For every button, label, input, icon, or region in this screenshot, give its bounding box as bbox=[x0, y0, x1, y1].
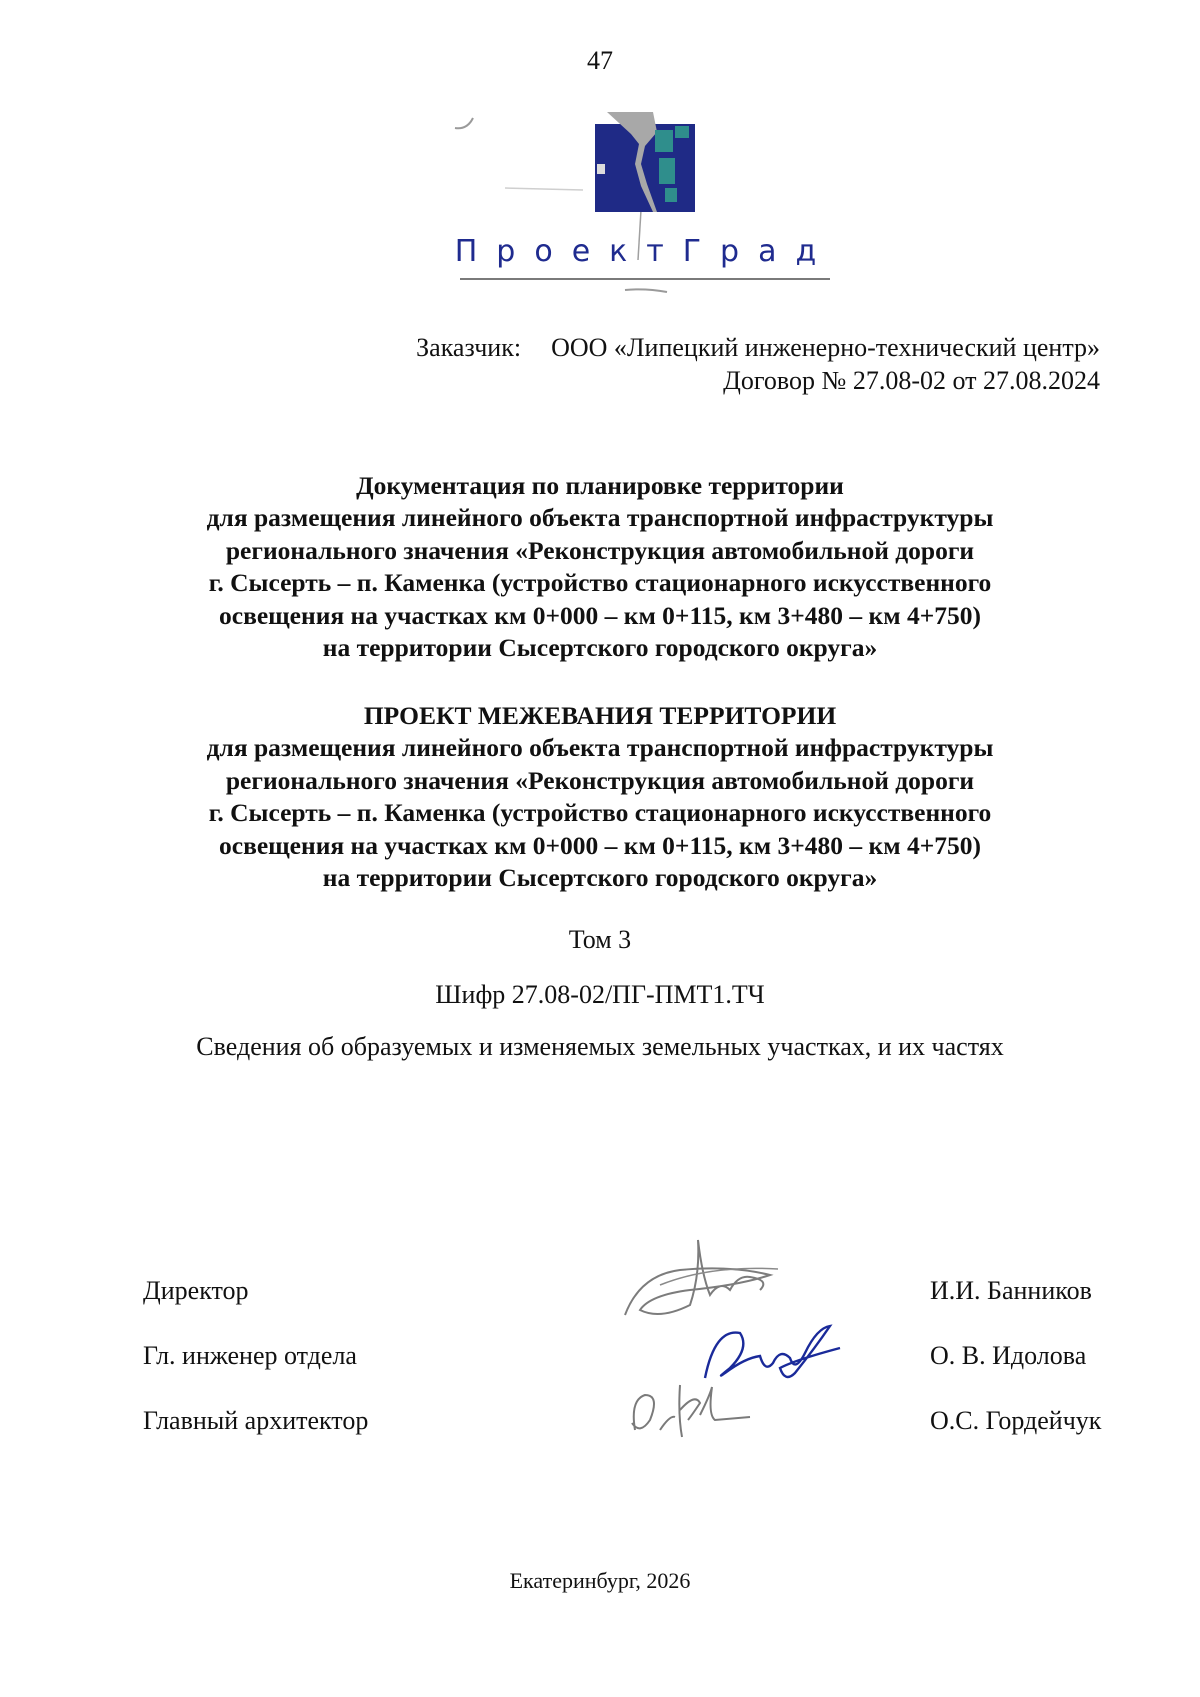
contract-info: Договор № 27.08-02 от 27.08.2024 bbox=[723, 366, 1100, 395]
signatory-name: И.И. Банников bbox=[930, 1276, 1092, 1305]
title-line: г. Сысерть – п. Каменка (устройство стационарного искусственного bbox=[208, 798, 992, 828]
document-description: Сведения об образуемых и изменяемых земельных участках, и их частях bbox=[196, 1032, 1004, 1061]
signatory-name: О.С. Гордейчук bbox=[930, 1406, 1102, 1435]
title-line: для размещения линейного объекта транспортной инфраструктуры bbox=[206, 503, 994, 533]
signatory-role: Гл. инженер отдела bbox=[143, 1341, 357, 1370]
document-code: Шифр 27.08-02/ПГ-ПМТ1.ТЧ bbox=[435, 980, 765, 1009]
title-line: освещения на участках км 0+000 – км 0+115, км 3+480 – км 4+750) bbox=[219, 830, 981, 860]
title-line: на территории Сысертского городского округа» bbox=[322, 633, 878, 663]
volume-number: Том 3 bbox=[568, 925, 632, 954]
page-number: 47 bbox=[587, 46, 613, 75]
customer-label: Заказчик: bbox=[416, 333, 522, 362]
title-line: для размещения линейного объекта транспортной инфраструктуры bbox=[206, 733, 994, 763]
title-line: Документация по планировке территории bbox=[356, 471, 844, 500]
project-title bbox=[0, 700, 1200, 894]
title-line: освещения на участках км 0+000 – км 0+115, км 3+480 – км 4+750) bbox=[219, 600, 981, 630]
city-year: Екатеринбург, 2026 bbox=[509, 1568, 691, 1593]
document-title bbox=[0, 470, 1200, 664]
customer-name: ООО «Липецкий инженерно-технический центр» bbox=[551, 333, 1100, 362]
customer-line bbox=[416, 333, 1100, 363]
signatory-name: О. В. Идолова bbox=[930, 1341, 1087, 1370]
logo-wordmark: ПроектГрад bbox=[454, 234, 836, 269]
signatory-role: Главный архитектор bbox=[143, 1406, 369, 1435]
title-line: г. Сысерть – п. Каменка (устройство стационарного искусственного bbox=[208, 568, 992, 598]
logo-emblem bbox=[595, 124, 695, 212]
title-line: регионального значения «Реконструкция автомобильной дороги bbox=[225, 765, 975, 795]
architect-signature bbox=[620, 1375, 770, 1445]
title-line: на территории Сысертского городского округа» bbox=[322, 863, 878, 893]
logo-underline bbox=[460, 278, 830, 280]
title-line: ПРОЕКТ МЕЖЕВАНИЯ ТЕРРИТОРИИ bbox=[363, 701, 837, 730]
company-logo bbox=[445, 110, 845, 300]
title-line: регионального значения «Реконструкция автомобильной дороги bbox=[225, 535, 975, 565]
signatory-role: Директор bbox=[143, 1276, 249, 1305]
director-signature bbox=[620, 1235, 800, 1325]
